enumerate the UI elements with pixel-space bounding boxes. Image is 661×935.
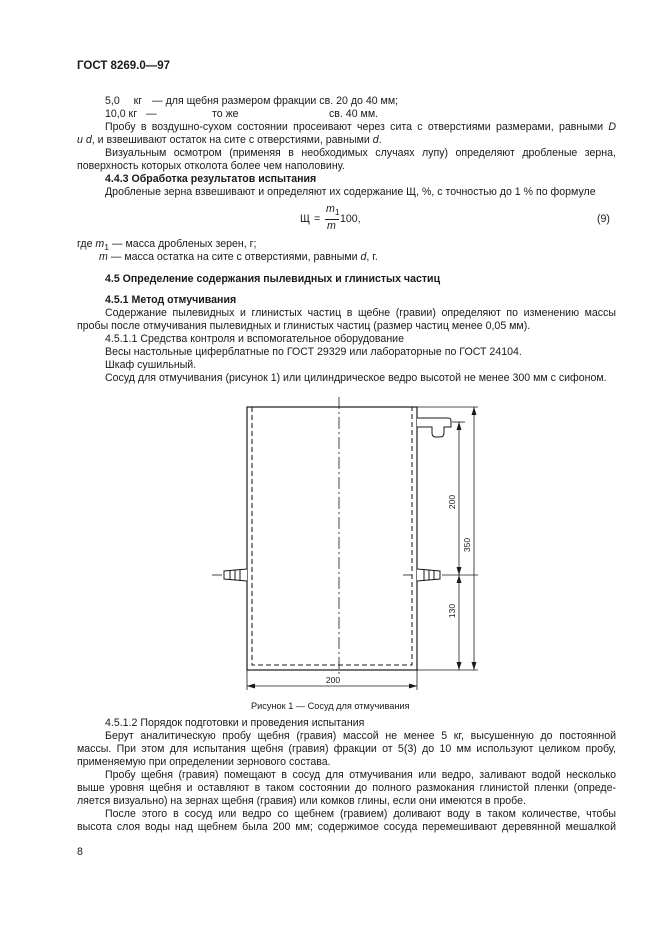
para-visual-line-1: Визуальным осмотром (применяя в необходимых случаях лупу) определяют дробленые зерна, (105, 147, 616, 159)
right-drain-plug (403, 569, 440, 581)
sieve-row-2-size: св. 40 мм. (329, 108, 379, 120)
section-4-5-1-title: 4.5.1 Метод отмучивания (105, 294, 237, 306)
para-method-line-2: пробы после отмучивания пылевидных и глинистых частиц (размер частиц менее 0,05 мм). (77, 320, 531, 332)
para-prep-line-1: Берут аналитическую пробу щебня (гравия) массой не менее 5 кг, высушенную до постоянной (105, 730, 616, 742)
section-4-5-1-1-title: 4.5.1.1 Средства контроля и вспомогательное оборудование (105, 333, 404, 345)
label-200-width: 200 (325, 675, 341, 685)
para-sieve-line-1: Пробу в воздушно-сухом состоянии просеивают через сита с отверстиями размерами, равными D (105, 121, 616, 133)
left-drain-plug (212, 569, 247, 581)
equip-line-3: Сосуд для отмучивания (рисунок 1) или цилиндрическое ведро высотой не менее 300 мм с сифоном. (105, 372, 607, 384)
label-200-vertical: 200 (447, 494, 457, 510)
para-prep-line-2: массы. При этом для испытания щебня (гравия) фракции от 5(3) до 10 мм используют целиком пробу, (77, 743, 616, 755)
para-place-line-2: выше уровня щебня и оставляют в таком состоянии до полного размокания глинистой пленки (опреде- (77, 782, 616, 794)
dimension-line-200-vertical (457, 422, 462, 575)
sieve-row-1-unit: кг (133, 95, 143, 107)
page-number: 8 (77, 846, 83, 858)
sieve-row-1-desc: — для щебня размером фракции св. 20 до 40 мм; (152, 95, 399, 107)
formula-equals: = (314, 213, 321, 225)
where-line-1: где $m_1$ — масса дробленых зерен, г; (77, 238, 257, 253)
sieve-row-1-mass: 5,0 (105, 95, 120, 107)
para-after-line-2: высота слоя воды над щебнем была 200 мм; содержимое сосуда перемешивают деревянной мешалкой (77, 821, 616, 833)
equip-line-2: Шкаф сушильный. (105, 359, 197, 371)
dimension-line-130 (457, 575, 462, 670)
formula-denominator: m (327, 220, 336, 232)
section-4-5-title: 4.5 Определение содержания пылевидных и глинистых частиц (105, 273, 441, 285)
para-visual-line-2: поверхность которых отколота более чем наполовину. (77, 160, 345, 172)
para-sieve-line-2: и d, и взвешивают остаток на сите с отверстиями, равными d. (77, 134, 382, 146)
formula-tail: 100, (340, 213, 361, 225)
section-4-4-3-title: 4.4.3 Обработка результатов испытания (105, 173, 317, 185)
dimension-line-350 (472, 407, 477, 670)
para-crushed: Дробленые зерна взвешивают и определяют их содержание Щ, %, с точностью до 1 % по формуле (105, 186, 596, 198)
para-prep-line-3: применяемую при определении зернового состава. (77, 756, 331, 768)
formula-lhs: Щ (300, 213, 310, 225)
section-4-5-1-2-title: 4.5.1.2 Порядок подготовки и проведения испытания (105, 717, 365, 729)
sieve-row-2-ditto: то же (212, 108, 239, 120)
para-after-line-1: После этого в сосуд или ведро со щебнем (гравием) доливают воду в таком количестве, чтобы (105, 808, 616, 820)
siphon-spout (417, 418, 451, 437)
formula-number: (9) (597, 213, 610, 225)
sieve-row-2-mass: 10,0 кг (105, 108, 138, 120)
formula-numerator: $m_1$ (326, 203, 340, 218)
vessel-outer-wall (247, 407, 417, 670)
equip-line-1: Весы настольные циферблатные по ГОСТ 29329 или лабораторные по ГОСТ 24104. (105, 346, 522, 358)
label-350: 350 (462, 537, 472, 553)
where-line-2: m — масса остатка на сите с отверстиями, равными d, г. (99, 251, 378, 263)
sieve-row-2-dash: — (145, 108, 157, 120)
figure-1-caption: Рисунок 1 — Сосуд для отмучивания (251, 701, 410, 711)
vessel-inner-lining (252, 407, 412, 665)
document-code: ГОСТ 8269.0—97 (77, 60, 171, 72)
label-130: 130 (447, 603, 457, 619)
para-place-line-1: Пробу щебня (гравия) помещают в сосуд для отмучивания или ведро, заливают водой несколько (105, 769, 616, 781)
para-place-line-3: ляется визуально) на зернах щебня (гравия) или комков глины, если они имеются в пробе. (77, 795, 526, 807)
para-method-line-1: Содержание пылевидных и глинистых частиц в щебне (гравии) определяют по изменению массы (105, 307, 616, 319)
